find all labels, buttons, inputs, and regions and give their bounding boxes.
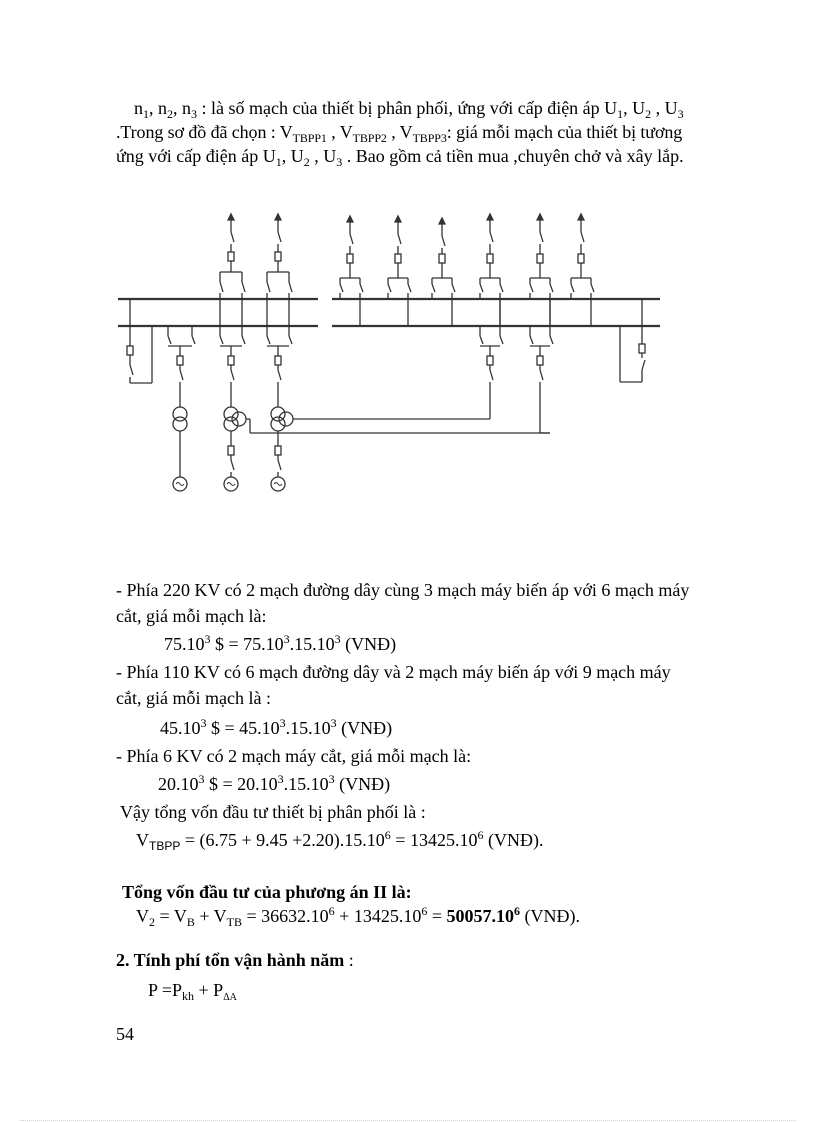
text: (VNĐ). [519, 906, 580, 926]
text: (VNĐ). [483, 830, 544, 850]
text: - Phía 220 KV có 2 mạch đường dây cùng 3 mạch máy biến áp với 6 mạch máy [116, 580, 690, 600]
page-footer-rule [20, 1120, 796, 1121]
text: P =P [148, 980, 183, 1000]
section-2-formula [148, 978, 237, 1002]
side-220-line-2 [116, 604, 266, 628]
feeders-110 [340, 214, 594, 326]
subscript: 3 [191, 107, 197, 121]
superscript: 3 [277, 772, 284, 786]
text: (VNĐ) [340, 634, 397, 654]
superscript: 3 [204, 632, 211, 646]
text: , U [309, 146, 337, 166]
superscript: 6 [513, 904, 520, 918]
intro-line-1 [134, 96, 684, 120]
text: 45.10 [160, 718, 201, 738]
text: 20.10 [158, 774, 199, 794]
subscript: 2 [149, 915, 155, 929]
text: , V [326, 122, 353, 142]
text: , n [149, 98, 167, 118]
feeder-left-2 [267, 214, 292, 326]
superscript: 6 [328, 904, 335, 918]
text: 54 [116, 1024, 134, 1044]
total-plan-formula [136, 904, 580, 928]
text: .15.10 [289, 634, 335, 654]
text: Vậy tổng vốn đầu tư thiết bị phân phối là : [120, 802, 426, 822]
side-110-line-2 [116, 686, 271, 710]
subscript: TBPP1 [292, 131, 327, 145]
total-dist-formula [136, 828, 543, 852]
subscript: 1 [275, 155, 282, 169]
substation-single-line-diagram [100, 200, 680, 500]
text: : là số mạch của thiết bị phân phối, ứng với cấp điện áp U [197, 98, 618, 118]
bus-coupler-right [620, 299, 645, 382]
superscript: 6 [421, 904, 428, 918]
subscript: 1 [617, 107, 624, 121]
text: . Bao gồm cả tiền mua ,chuyên chở và xây lắp. [342, 146, 684, 166]
side-6-line-1 [116, 744, 471, 768]
text: $ = 75.10 [210, 634, 284, 654]
text: , U [651, 98, 678, 118]
intro-line-2 [116, 120, 682, 144]
text: = 13425.10 [390, 830, 478, 850]
side-220-line-1 [116, 578, 689, 602]
subscript: TBPP2 [352, 131, 387, 145]
text: $ = 20.10 [204, 774, 278, 794]
subscript: 2 [167, 107, 173, 121]
subscript: TB [226, 915, 243, 929]
text: + V [194, 906, 227, 926]
intro-line-3 [116, 144, 684, 168]
text: - Phía 6 KV có 2 mạch máy cắt, giá mỗi mạch là: [116, 746, 472, 766]
text: n [134, 98, 143, 118]
total-plan-heading [122, 880, 412, 904]
text: - Phía 110 KV có 6 mạch đường dây và 2 mạch máy biến áp với 9 mạch máy [116, 662, 671, 682]
text: $ = 45.10 [206, 718, 280, 738]
superscript: 3 [200, 716, 207, 730]
superscript: 3 [334, 632, 341, 646]
text: (VNĐ) [334, 774, 391, 794]
text: + 13425.10 [334, 906, 422, 926]
text: , U [623, 98, 646, 118]
text: = [427, 906, 447, 926]
feeder-left-1 [220, 214, 245, 326]
subscript: TBPP3 [412, 131, 447, 145]
text: 75.10 [164, 634, 205, 654]
section-2-heading [116, 948, 354, 972]
superscript: 3 [330, 716, 337, 730]
text: .Trong sơ đồ đã chọn : V [116, 122, 293, 142]
text: , V [386, 122, 413, 142]
text: , n [173, 98, 191, 118]
side-6-formula [158, 772, 390, 796]
text: V [136, 830, 149, 850]
text: .15.10 [283, 774, 329, 794]
text: 2. Tính phí tổn vận hành năm [116, 950, 345, 970]
side-110-formula [160, 716, 392, 740]
text: = 36632.10 [242, 906, 329, 926]
bus-coupler-left [127, 299, 152, 383]
text: : [344, 950, 354, 970]
text: = V [155, 906, 187, 926]
transformer-incomers-110 [480, 299, 553, 433]
page-number [116, 1022, 134, 1046]
total-dist-line-1 [120, 800, 426, 824]
text: cắt, giá mỗi mạch là: [116, 606, 267, 626]
superscript: 6 [477, 828, 484, 842]
side-220-formula [164, 632, 396, 656]
text: 50057.10 [446, 906, 514, 926]
superscript: 3 [328, 772, 335, 786]
text: + P [194, 980, 224, 1000]
text: V [136, 906, 149, 926]
text: cắt, giá mỗi mạch là : [116, 688, 271, 708]
subscript: ΔA [223, 992, 237, 1003]
text: (VNĐ) [336, 718, 393, 738]
subscript: 2 [645, 107, 652, 121]
superscript: 6 [384, 828, 391, 842]
subscript: 2 [303, 155, 310, 169]
superscript: 3 [198, 772, 205, 786]
text: = (6.75 + 9.45 +2.20).15.10 [180, 830, 385, 850]
transformer-bay-1 [168, 326, 195, 491]
text: , U [281, 146, 304, 166]
subscript: 3 [336, 155, 343, 169]
subscript: B [186, 915, 195, 929]
superscript: 3 [283, 632, 290, 646]
superscript: 3 [279, 716, 286, 730]
subscript: 3 [677, 107, 684, 121]
text: .15.10 [285, 718, 331, 738]
text: Tổng vốn đầu tư của phương án II là: [122, 882, 412, 902]
text: : giá mỗi mạch của thiết bị tương [446, 122, 683, 142]
subscript: kh [182, 989, 195, 1003]
side-110-line-1 [116, 660, 671, 684]
subscript: TBPP [149, 839, 181, 853]
text: ứng với cấp điện áp U [116, 146, 276, 166]
subscript: 1 [143, 107, 149, 121]
transformer-bay-3 [267, 299, 490, 491]
